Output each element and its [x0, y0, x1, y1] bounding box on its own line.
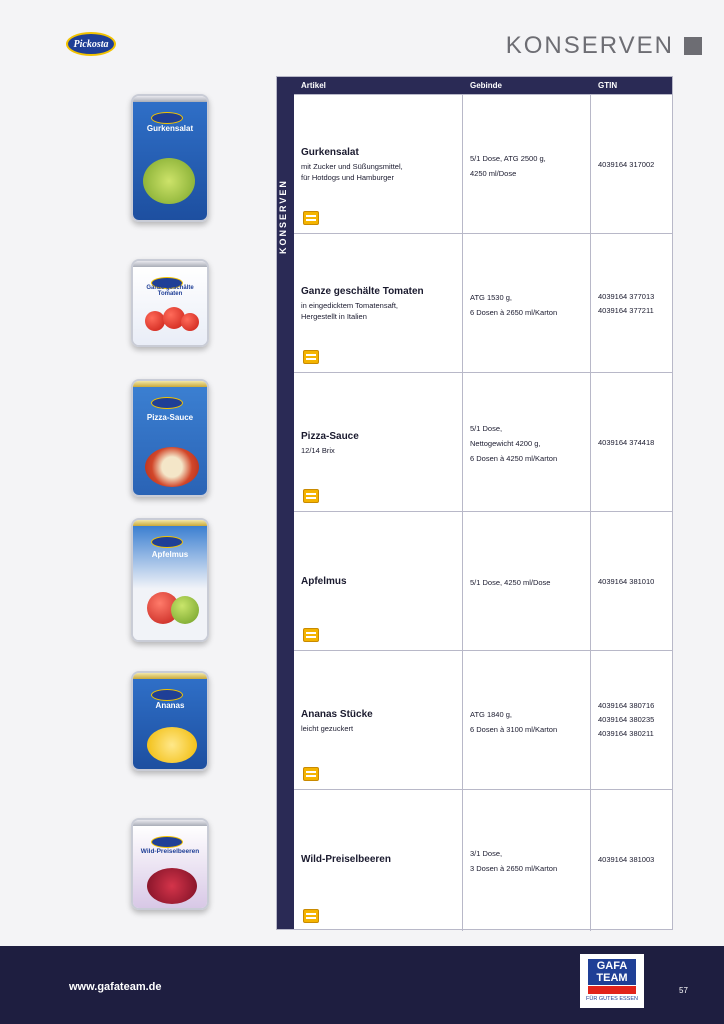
can-label: Pizza-Sauce	[146, 413, 194, 422]
product-name: Ananas Stücke	[301, 709, 373, 720]
product-gtin: 4039164 381003	[598, 855, 655, 864]
product-name: Ganze geschälte Tomaten	[301, 286, 424, 297]
badge-icon	[303, 767, 319, 781]
product-table	[276, 76, 673, 930]
can-label: Gurkensalat	[146, 124, 194, 133]
product-name: Wild-Preiselbeeren	[301, 854, 391, 865]
side-tab	[277, 77, 294, 929]
table-row	[294, 789, 672, 931]
can-label: Apfelmus	[151, 550, 189, 559]
table-row	[294, 511, 672, 650]
table-header	[294, 77, 672, 94]
gafa-team-logo	[580, 954, 644, 1008]
table-row	[294, 372, 672, 511]
logo-text: Pickosta	[73, 38, 109, 50]
product-pack: 3/1 Dose, 3 Dosen à 2650 ml/Karton	[470, 849, 558, 873]
product-gtin: 4039164 380716 4039164 380235 4039164 380211	[598, 701, 655, 738]
table-row	[294, 650, 672, 789]
product-gtin: 4039164 374418	[598, 438, 655, 447]
can-pizza-sauce	[131, 379, 209, 497]
can-gurkensalat	[131, 94, 209, 222]
badge-icon	[303, 628, 319, 642]
product-pack: 5/1 Dose, 4250 ml/Dose	[470, 578, 551, 587]
footer-url[interactable]: www.gafateam.de	[69, 981, 162, 993]
can-preiselbeeren	[131, 818, 209, 910]
product-desc: in eingedicktem Tomatensaft, Hergestellt in Italien	[301, 301, 398, 321]
badge-icon	[303, 350, 319, 364]
product-gtin: 4039164 381010	[598, 577, 655, 586]
can-label: Wild-Preiselbeeren	[140, 848, 200, 855]
product-pack: 5/1 Dose, ATG 2500 g, 4250 ml/Dose	[470, 154, 546, 178]
table-row	[294, 94, 672, 233]
side-tab-label: KONSERVEN	[278, 179, 288, 255]
can-tomaten	[131, 259, 209, 347]
header-pack: Gebinde	[470, 81, 503, 90]
section-title: KONSERVEN	[505, 32, 674, 59]
product-desc: leicht gezuckert	[301, 724, 354, 733]
gafa-logo-bottom: TEAM	[596, 972, 628, 984]
product-name: Apfelmus	[301, 576, 347, 587]
gafa-claim: FÜR GUTES ESSEN	[586, 996, 638, 1002]
product-gtin: 4039164 377013 4039164 377211	[598, 292, 655, 315]
table-row	[294, 233, 672, 372]
pickosta-logo	[66, 32, 116, 56]
product-desc: 12/14 Brix	[301, 446, 335, 455]
can-label: Ganze geschälte Tomaten	[146, 285, 194, 297]
product-name: Gurkensalat	[301, 147, 359, 158]
can-ananas	[131, 671, 209, 771]
product-name: Pizza-Sauce	[301, 431, 359, 442]
header-gtin: GTIN	[598, 81, 618, 90]
product-pack: ATG 1530 g, 6 Dosen à 2650 ml/Karton	[470, 293, 558, 317]
can-label: Ananas	[155, 701, 185, 710]
badge-icon	[303, 909, 319, 923]
header-article: Artikel	[301, 81, 326, 90]
badge-icon	[303, 211, 319, 225]
product-pack: 5/1 Dose, Nettogewicht 4200 g, 6 Dosen à 4250 ml/Karton	[470, 424, 558, 463]
product-pack: ATG 1840 g, 6 Dosen à 3100 ml/Karton	[470, 710, 558, 734]
product-gtin: 4039164 317002	[598, 160, 655, 169]
page-number: 57	[679, 986, 688, 995]
can-apfelmus	[131, 518, 209, 642]
gafa-logo-top: GAFA	[596, 960, 628, 972]
section-marker	[684, 37, 702, 55]
product-desc: mit Zucker und Süßungsmittel, für Hotdogs und Hamburger	[301, 162, 403, 182]
badge-icon	[303, 489, 319, 503]
